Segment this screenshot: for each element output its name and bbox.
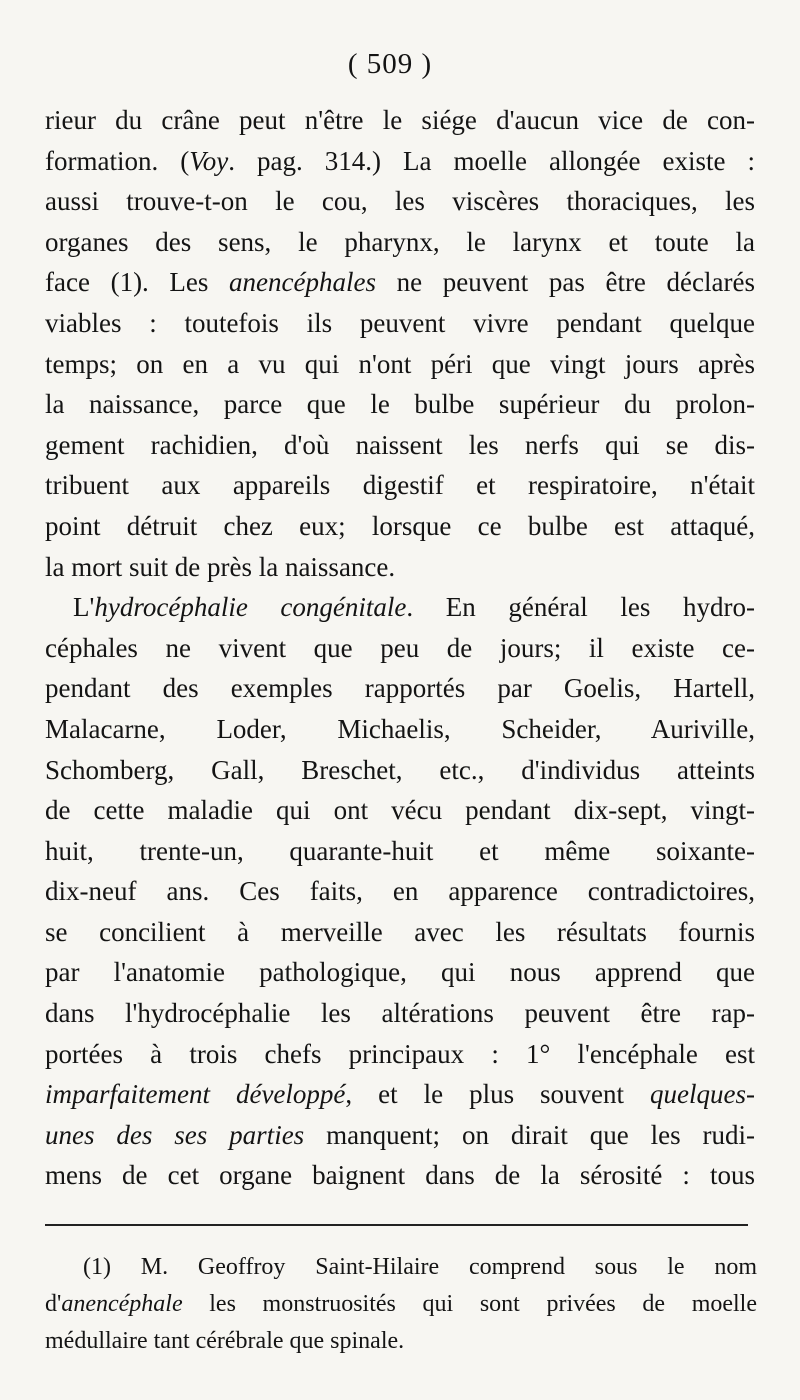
text-line: par l'anatomie pathologique, qui nous apprend que (45, 957, 755, 988)
footnote-divider (45, 1224, 748, 1226)
text-line: céphales ne vivent que peu de jours; il existe ce- (45, 632, 755, 663)
text-line: portées à trois chefs principaux : 1° l'encéphale est (45, 1038, 755, 1069)
text-line: point détruit chez eux; lorsque ce bulbe est attaqué, (45, 510, 755, 541)
text-line: tribuent aux appareils digestif et respiratoire, n'était (45, 470, 755, 501)
italic-text: hydrocéphalie congénitale (94, 592, 407, 623)
text-line: de cette maladie qui ont vécu pendant dix-sept, vingt- (45, 795, 755, 826)
italic-text: Voy (189, 145, 229, 176)
italic-text: unes des ses parties (45, 1119, 305, 1150)
footnote-line: d'anencéphale les monstruosités qui sont privées de moelle (45, 1291, 757, 1317)
text-line: temps; on en a vu qui n'ont péri que vingt jours après (45, 348, 755, 379)
text-line: viables : toutefois ils peuvent vivre pendant quelque (45, 307, 755, 338)
text-line: huit, trente-un, quarante-huit et même soixante- (45, 835, 755, 866)
text-line: dans l'hydrocéphalie les altérations peuvent être rap- (45, 998, 755, 1029)
text-line: pendant des exemples rapportés par Goelis, Hartell, (45, 673, 755, 704)
page-number: ( 509 ) (347, 48, 433, 80)
text-line: mens de cet organe baignent dans de la sérosité : tous (45, 1160, 755, 1191)
italic-text: imparfaitement développé (45, 1079, 346, 1110)
italic-text: anencéphale (61, 1291, 183, 1317)
footnote (45, 1249, 757, 1360)
text-line: aussi trouve-t-on le cou, les viscères thoraciques, les (45, 186, 755, 217)
text-line: imparfaitement développé, et le plus souvent quelques- (45, 1079, 755, 1110)
text-line: face (1). Les anencéphales ne peuvent pas être déclarés (45, 267, 755, 298)
footnote-line: médullaire tant cérébrale que spinale. (45, 1328, 405, 1354)
text-line: formation. (Voy. pag. 314.) La moelle allongée existe : (45, 145, 756, 176)
footnote-line: (1) M. Geoffroy Saint-Hilaire comprend sous le nom (83, 1254, 757, 1280)
italic-text: quelques- (650, 1079, 755, 1110)
text-line: la mort suit de près la naissance. (45, 551, 396, 582)
text-line: unes des ses parties manquent; on dirait que les rudi- (45, 1119, 755, 1150)
text-line: rieur du crâne peut n'être le siége d'aucun vice de con- (45, 105, 755, 135)
text-line: Malacarne, Loder, Michaelis, Scheider, Auriville, (45, 713, 755, 744)
text-line: dix-neuf ans. Ces faits, en apparence contradictoires, (45, 876, 755, 907)
text-line: se concilient à merveille avec les résultats fournis (45, 916, 755, 947)
text-line: gement rachidien, d'où naissent les nerfs qui se dis- (45, 429, 755, 460)
text-line: la naissance, parce que le bulbe supérieur du prolon- (45, 389, 755, 420)
text-line: Schomberg, Gall, Breschet, etc., d'individus atteints (45, 754, 755, 785)
text-line: organes des sens, le pharynx, le larynx et toute la (45, 226, 755, 257)
body-text (45, 100, 755, 1196)
text-line: L'hydrocéphalie congénitale. En général les hydro- (73, 592, 755, 623)
italic-text: anencéphales (229, 267, 376, 298)
